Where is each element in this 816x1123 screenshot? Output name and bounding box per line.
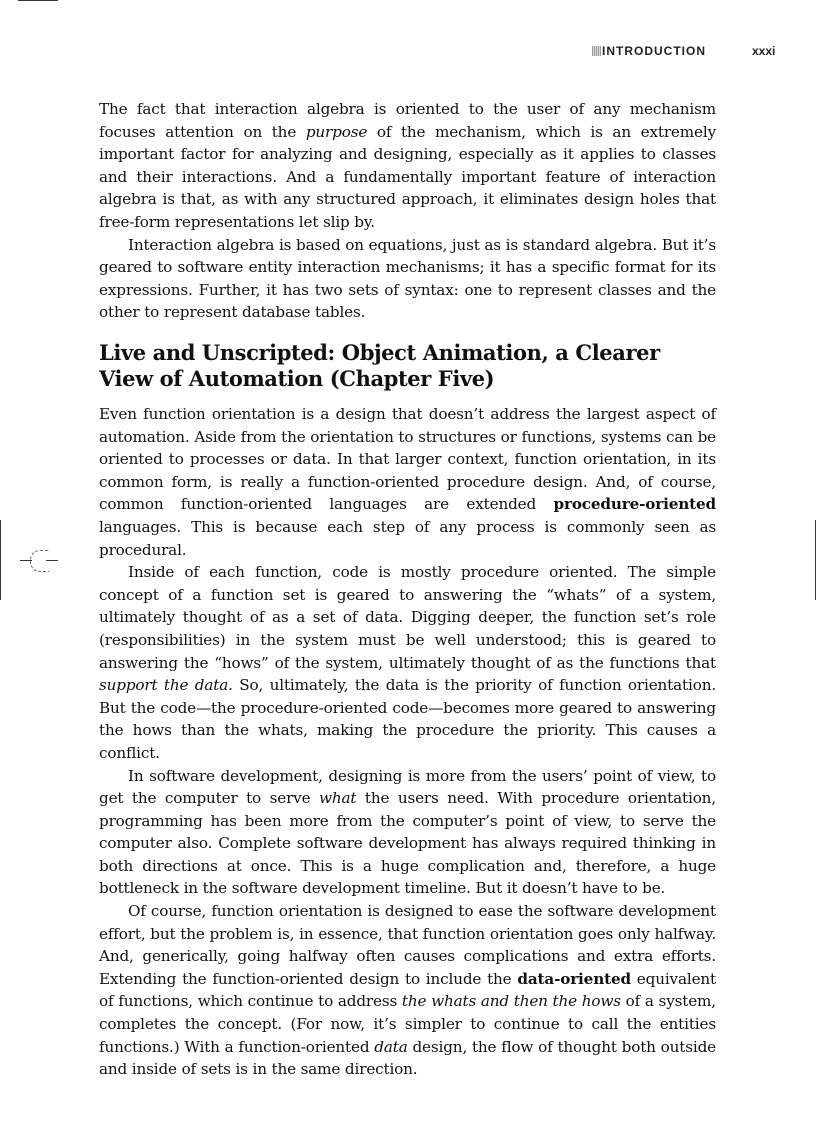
section-title: INTRODUCTION (602, 44, 706, 58)
text-run: of a system, completes the concept. (For now, it’s simpler to continue to call the entities functions.) With a function-oriented (99, 992, 716, 1056)
registration-mark (30, 550, 49, 572)
paragraph (99, 403, 716, 561)
paragraph (99, 98, 716, 234)
bold-text: procedure-oriented (553, 495, 716, 514)
italic-text: data (374, 1037, 408, 1056)
italic-text: what (318, 789, 357, 808)
text-run: Of course, function orientation is designed to ease the software development effort, but the problem is, in essence, that function orientation goes only halfway. And, generically, going halfway often causes complications and extra efforts. Extending the function-oriented design to include the (99, 902, 716, 988)
page-number: xxxi (752, 44, 776, 58)
text-run: The fact that interaction algebra is oriented to the user of any mechanism focuses attention on the (99, 100, 716, 141)
text-run: the users need. With procedure orientation, programming has been more from the computer’s point of view, to serve the computer also. Complete software development has always required thinking in both directions at once. This is a huge complication and, therefore, a huge bottleneck in the software development timeline. But it doesn’t have to be. (99, 789, 716, 898)
italic-text: purpose (305, 122, 368, 141)
paragraph (99, 234, 716, 324)
italic-text: support the data (99, 676, 229, 695)
section-heading: Live and Unscripted: Object Animation, a Clearer View of Automation (Chapter Five) (99, 340, 660, 391)
body-text-block (99, 403, 716, 1081)
paragraph (99, 765, 716, 901)
running-header (592, 44, 706, 58)
header-ornament (592, 46, 601, 56)
body-text-block (99, 98, 716, 324)
text-run: of the mechanism, which is an extremely important factor for analyzing and designing, especially as it applies to classes and their interactions. And a fundamentally important feature of interaction algebra is that, as with any structured approach, it eliminates design holes that free-form representations let slip by. (99, 122, 716, 231)
paragraph (99, 561, 716, 764)
text-run: . So, ultimately, the data is the priority of function orientation. But the code—the procedure-oriented code—becomes more geared to answering the hows than the whats, making the procedure the priority. This causes a conflict. (99, 676, 717, 762)
crop-mark (0, 520, 1, 600)
text-run: languages. This is because each step of any process is commonly seen as procedural. (99, 517, 716, 559)
text-run: Interaction algebra is based on equations, just as is standard algebra. But it’s geared to software entity interaction mechanisms; it has a specific format for its expressions. Further, it has two sets of syntax: one to represent classes and the other to represent database tables. (99, 235, 716, 322)
text-run: design, the flow of thought both outside and inside of sets is in the same direction. (99, 1037, 716, 1079)
paragraph (99, 900, 716, 1081)
text-run: Inside of each function, code is mostly procedure oriented. The simple concept of a function set is geared to answering the “whats” of a system, ultimately thought of as a set of data. Digging deeper, the function set’s role (responsibilities) in the system must be well understood; this is geared to answering the “hows” of the system, ultimately thought of as the functions that (99, 563, 716, 672)
bold-text: data-oriented (517, 969, 631, 988)
text-run: Even function orientation is a design that doesn’t address the largest aspect of automation. Aside from the orientation to structures or functions, systems can be oriented to processes or data. In that larger context, function orientation, in its common form, is really a function-oriented procedure design. And, of course, common function-oriented languages are extended (99, 405, 716, 514)
italic-text: the whats and then the hows (401, 992, 621, 1011)
text-run: equivalent of functions, which continue to address (99, 969, 716, 1011)
crop-mark (18, 0, 58, 1)
text-run: In software development, designing is more from the users’ point of view, to get the computer to serve (99, 766, 716, 808)
